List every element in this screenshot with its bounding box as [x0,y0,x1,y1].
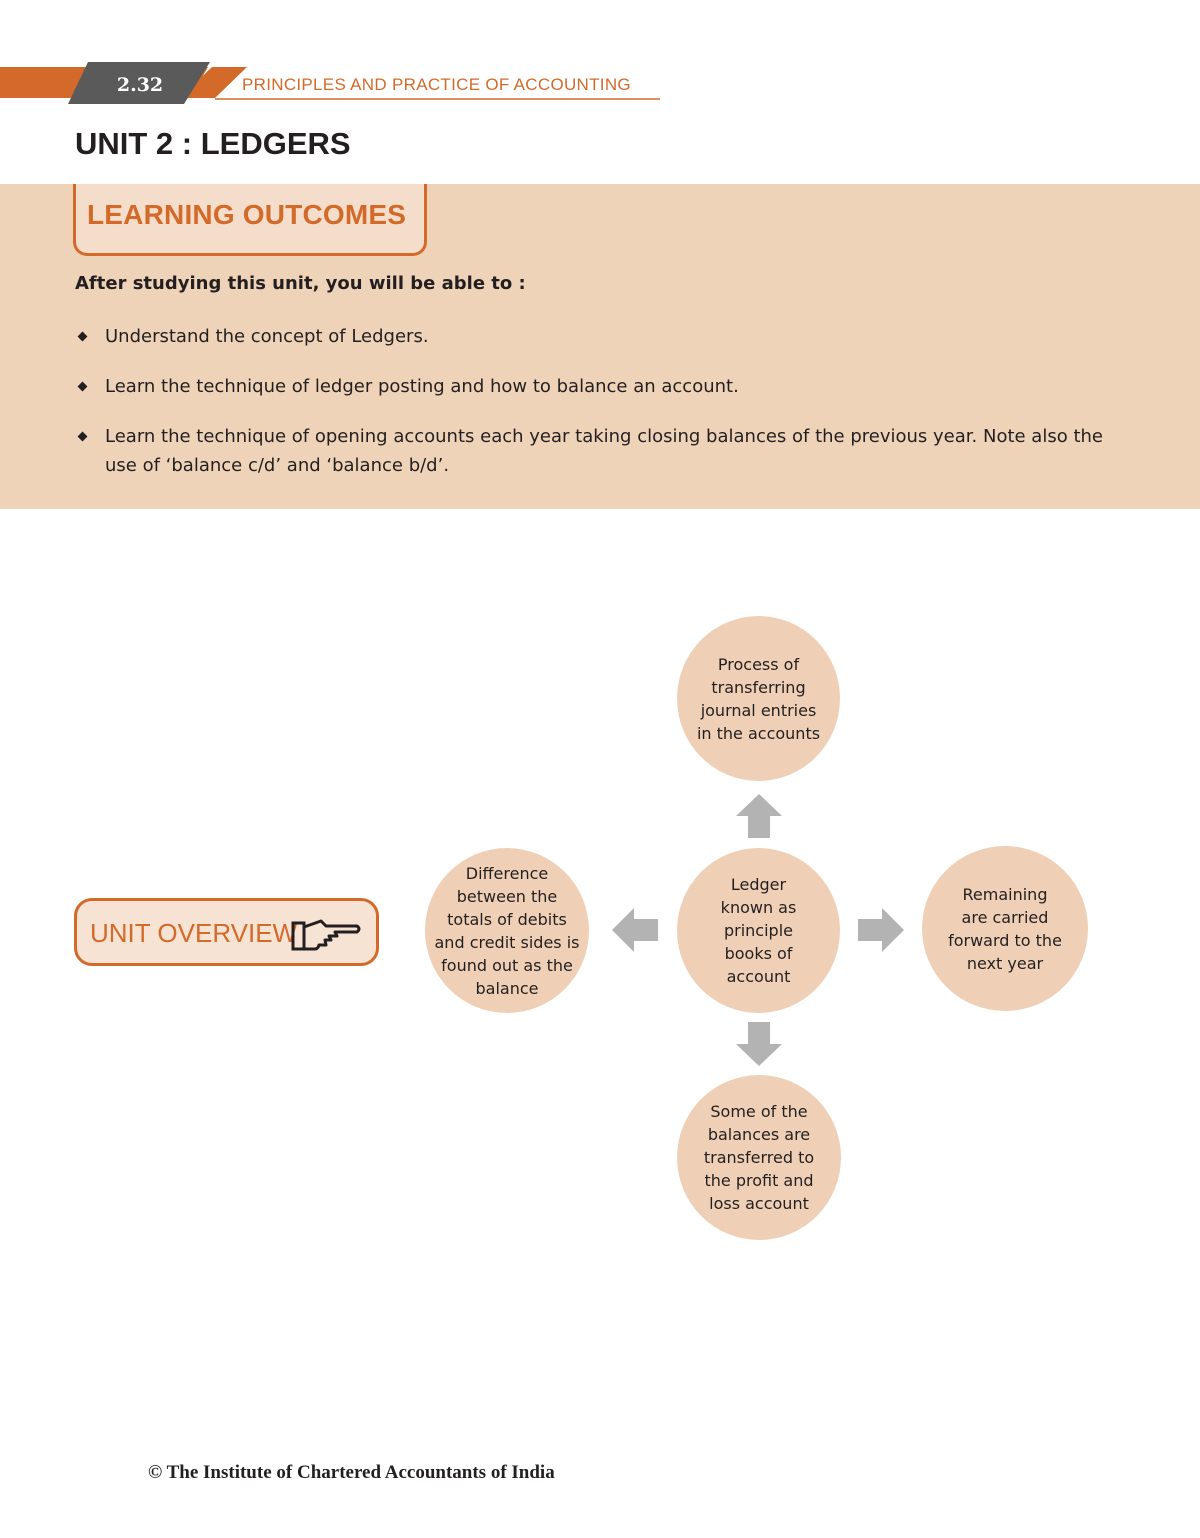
list-item [75,322,1115,351]
learning-outcomes-badge [73,184,427,256]
unit-overview-label: UNIT OVERVIEW [90,918,298,948]
diagram-node-top: Process of transferring journal entries in the accounts [677,616,840,781]
diamond-bullet-icon [78,332,88,342]
page-number: 2.32 [116,74,164,96]
list-item-text: Learn the technique of ledger posting and how to balance an account. [105,376,739,397]
diagram-node-center: Ledger known as principle books of account [677,848,840,1013]
diamond-bullet-icon [78,382,88,392]
learning-outcomes-list [75,322,1115,501]
pointing-hand-icon [291,917,363,953]
copyright-footer: © The Institute of Chartered Accountants of India [148,1462,555,1483]
list-item [75,422,1115,480]
arrow-up-icon [736,794,782,838]
list-item-text: Learn the technique of opening accounts each year taking closing balances of the previous year. Note also the use of ‘balance c/d’ and ‘balance b/d’. [105,426,1103,476]
learning-outcomes-label: LEARNING OUTCOMES [87,199,407,230]
diamond-bullet-icon [78,432,88,442]
list-item [75,372,1115,401]
learning-outcomes-intro: After studying this unit, you will be able to : [75,273,526,294]
diagram-node-right: Remaining are carried forward to the next year [922,846,1088,1011]
unit-title: UNIT 2 : LEDGERS [75,126,351,161]
running-title: PRINCIPLES AND PRACTICE OF ACCOUNTING [242,75,631,94]
arrow-left-icon [612,908,658,952]
diagram-node-left: Difference between the totals of debits and credit sides is found out as the balance [425,848,589,1013]
arrow-down-icon [736,1022,782,1066]
list-item-text: Understand the concept of Ledgers. [105,326,429,347]
arrow-right-icon [858,908,904,952]
diagram-node-bottom: Some of the balances are transferred to the profit and loss account [677,1075,841,1240]
unit-overview-badge [74,898,379,966]
